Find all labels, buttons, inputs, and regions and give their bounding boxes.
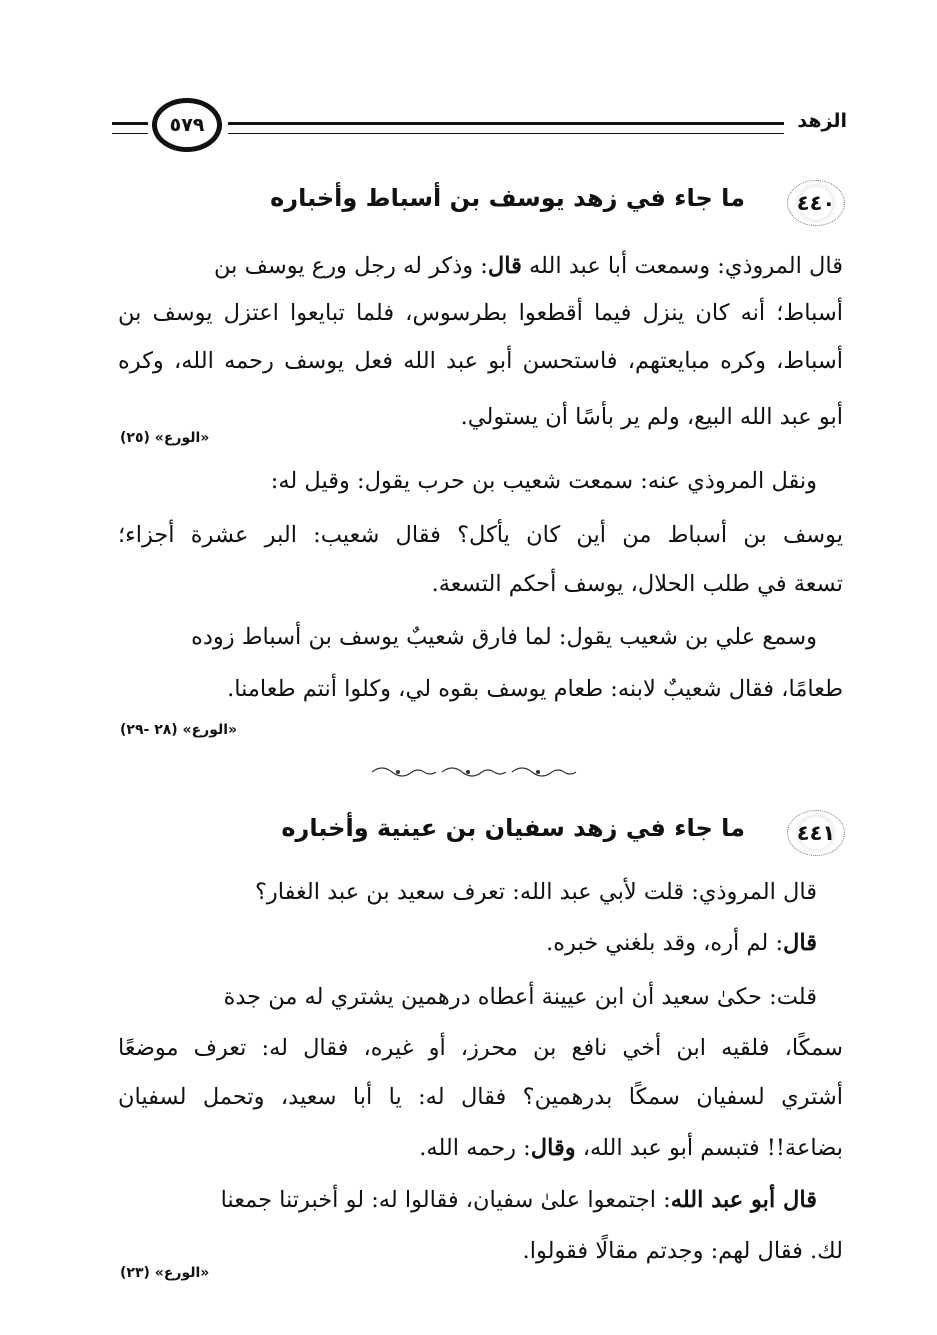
ornament-divider [368, 764, 578, 780]
section-number-badge: ٤٤٠ [787, 180, 845, 226]
page-header [112, 96, 847, 156]
paragraph-line: قلت: حكىٰ سعيد أن ابن عيينة أعطاه درهمين يشتري له من جدة [223, 984, 817, 1010]
citation-ref: «الورع» (٢٥) [120, 430, 210, 446]
paragraph-line: ونقل المروذي عنه: سمعت شعيب بن حرب يقول: وقيل له: [270, 468, 817, 494]
paragraph-line: تسعة في طلب الحلال، يوسف أحكم التسعة. [431, 571, 843, 597]
paragraph-line: بضاعة!! فتبسم أبو عبد الله، وقال: رحمه الله. [419, 1135, 843, 1161]
paragraph-line: قال المروذي: قلت لأبي عبد الله: تعرف سعيد بن عبد الغفار؟ [254, 879, 817, 905]
page-number: ٥٧٩ [152, 98, 222, 152]
paragraph-line: لك. فقال لهم: وجدتم مقالًا فقولوا. [522, 1238, 843, 1264]
running-head: الزهد [797, 110, 847, 132]
citation-ref: «الورع» (٢٣) [120, 1265, 210, 1281]
paragraph-line: قال المروذي: وسمعت أبا عبد الله قال: وذكر له رجل ورع يوسف بن [214, 253, 843, 279]
section-number-badge: ٤٤١ [787, 810, 845, 856]
paragraph-line: قال أبو عبد الله: اجتمعوا علىٰ سفيان، فقالوا له: لو أخبرتنا جمعنا [220, 1187, 817, 1213]
paragraph-line: يوسف بن أسباط من أين كان يأكل؟ فقال شعيب: البر عشرة أجزاء؛ [118, 522, 843, 548]
paragraph-line: أسباط؛ أنه كان ينزل فيما أقطعوا بطرسوس، فلما تبايعوا اعتزل يوسف بن [118, 300, 843, 326]
paragraph-line: أشتري لسفيان سمكًا بدرهمين؟ فقال له: يا أبا سعيد، وتحمل لسفيان [118, 1084, 843, 1110]
header-rule-right [228, 122, 784, 134]
section-441-heading [185, 808, 845, 858]
citation-ref: «الورع» (٢٨ -٢٩) [120, 722, 238, 738]
header-rule-left [112, 122, 148, 134]
paragraph-line: سمكًا، فلقيه ابن أخي نافع بن محرز، أو غيره، فقال له: تعرف موضعًا [118, 1035, 843, 1061]
paragraph-line: أسباط، وكره مبايعتهم، فاستحسن أبو عبد الله فعل يوسف رحمه الله، وكره [118, 348, 843, 374]
section-440-heading [185, 178, 845, 228]
paragraph-line: قال: لم أره، وقد بلغني خبره. [546, 930, 817, 956]
paragraph-line: وسمع علي بن شعيب يقول: لما فارق شعيبٌ يوسف بن أسباط زوده [191, 624, 817, 650]
paragraph-line: أبو عبد الله البيع، ولم ير بأسًا أن يستولي. [460, 404, 843, 430]
paragraph-line: طعامًا، فقال شعيبٌ لابنه: طعام يوسف بقوه لي، وكلوا أنتم طعامنا. [227, 676, 843, 702]
section-title: ما جاء في زهد يوسف بن أسباط وأخباره [270, 184, 745, 212]
section-title: ما جاء في زهد سفيان بن عينية وأخباره [281, 814, 745, 842]
